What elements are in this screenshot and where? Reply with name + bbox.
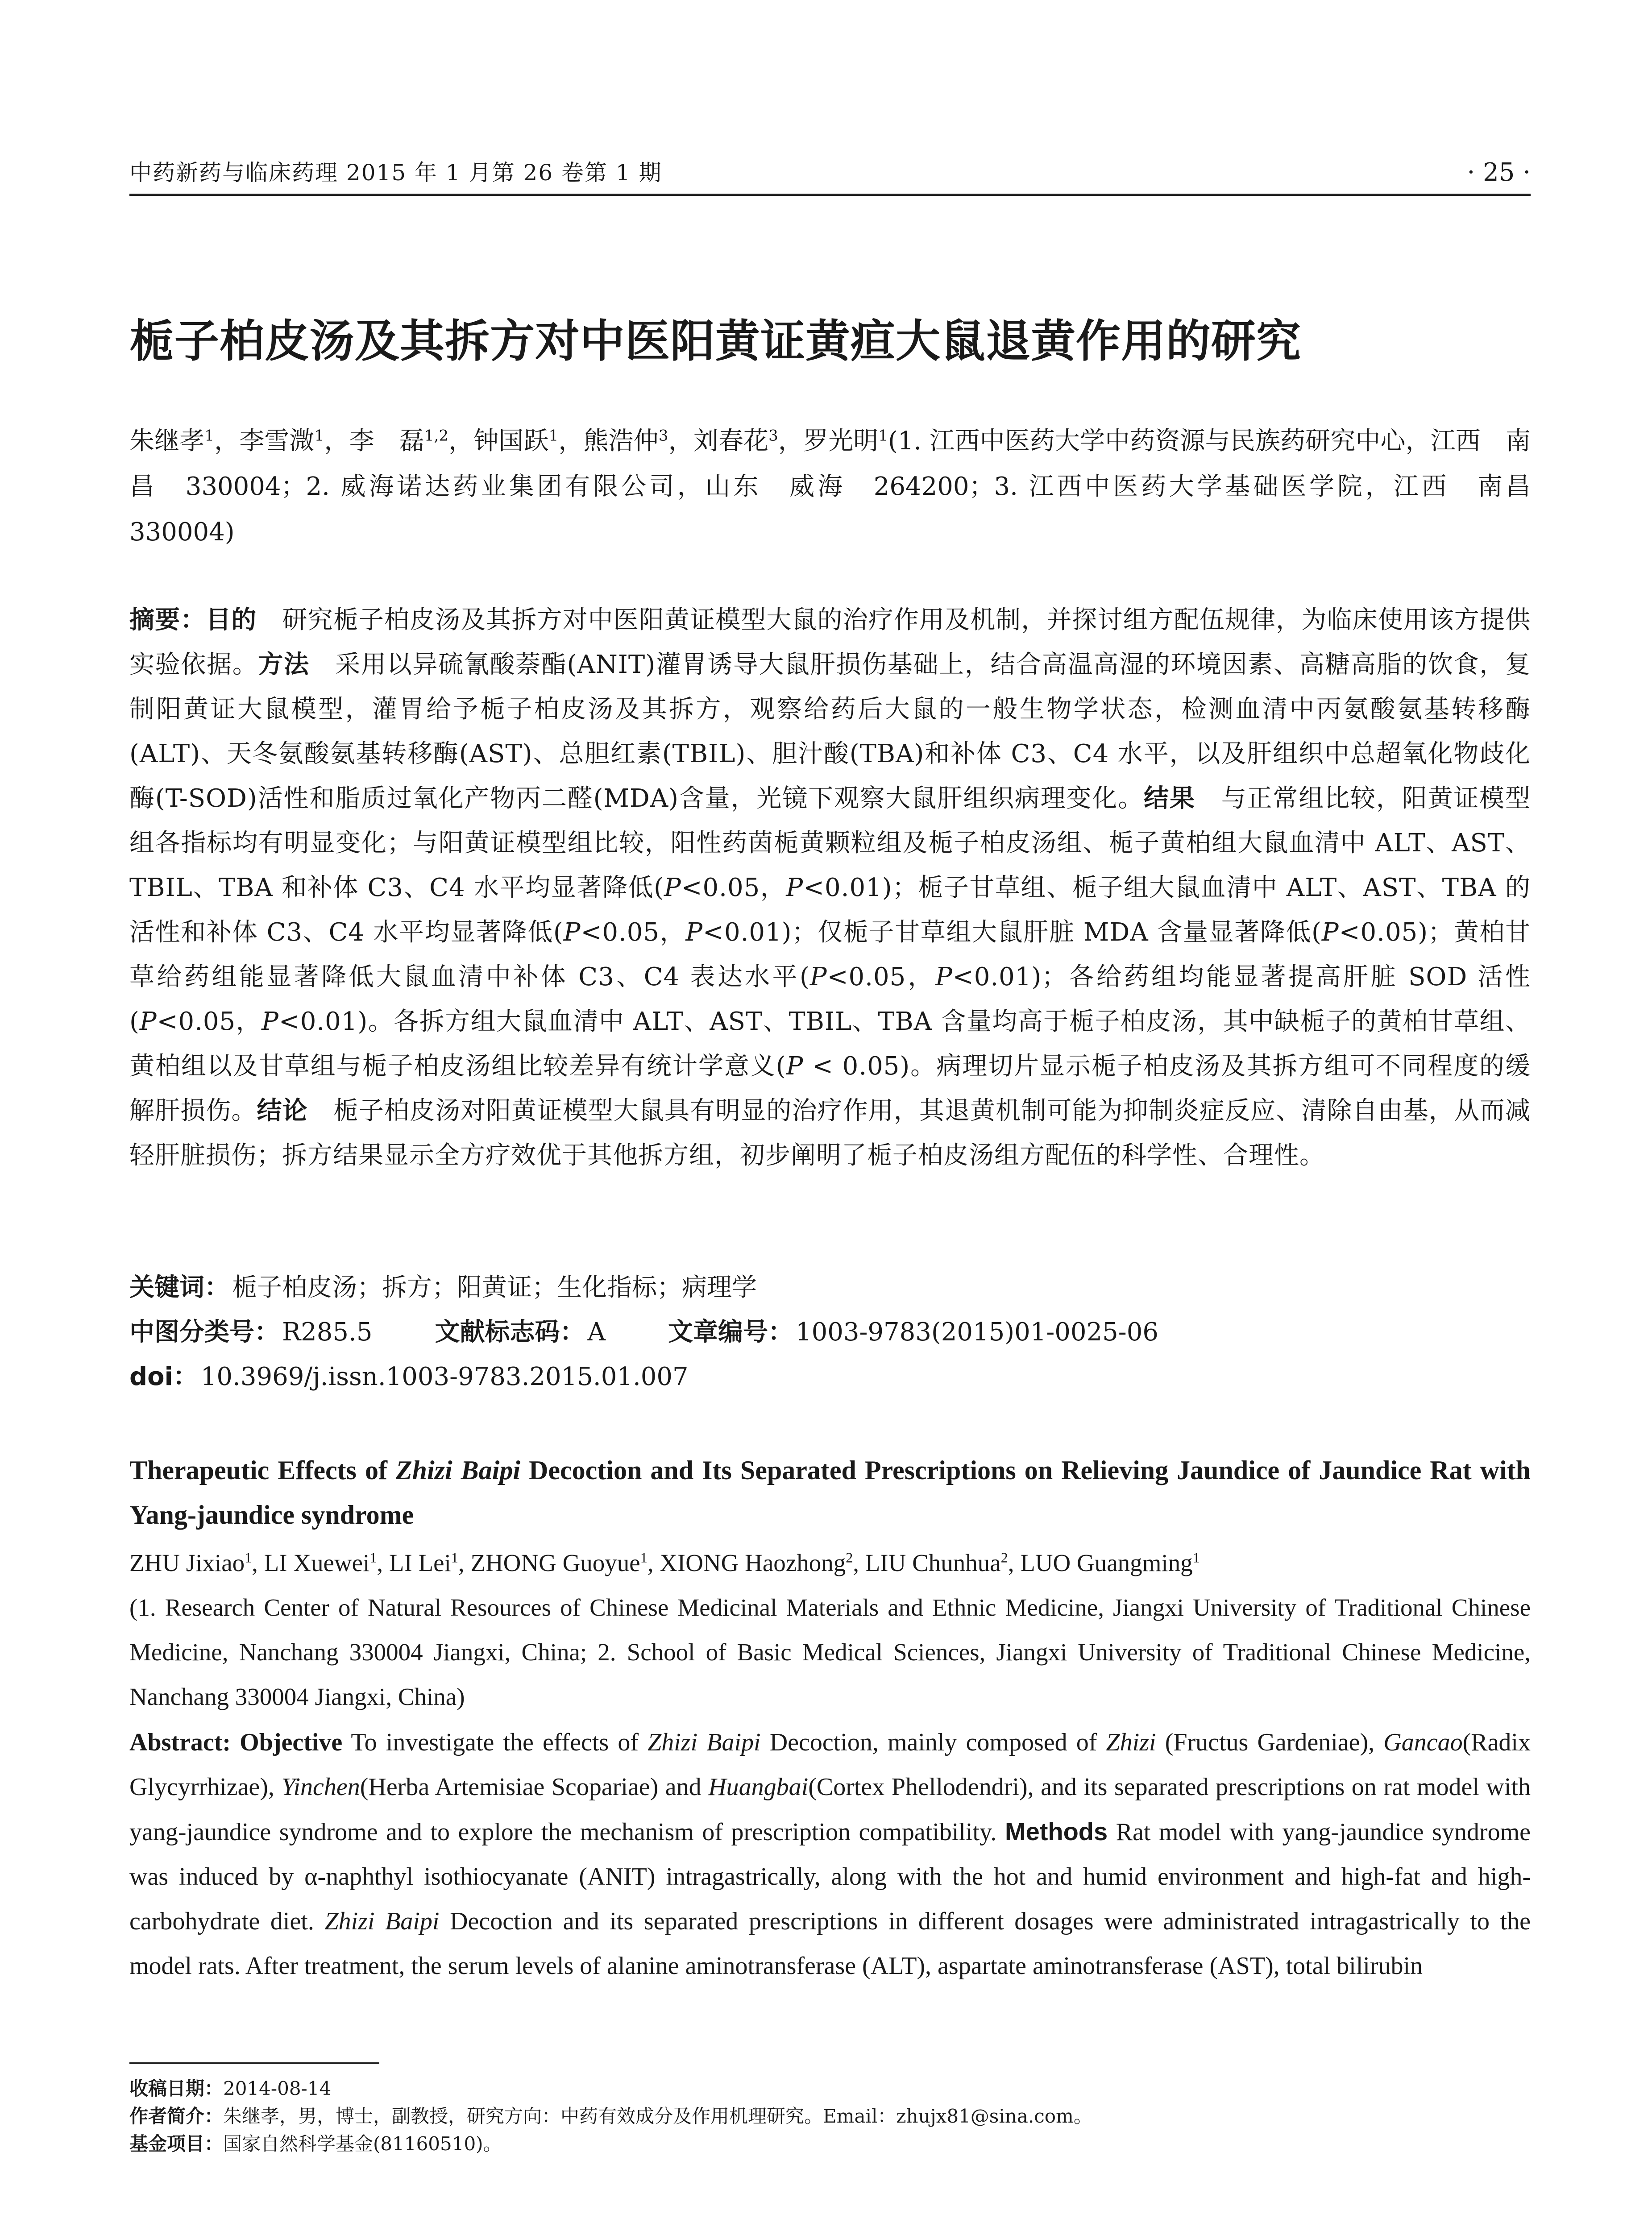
classification-line (129, 1310, 1531, 1355)
objective-label: Objective (240, 1729, 343, 1756)
author-name: 李雪溦 (239, 427, 315, 456)
funding-label: 基金项目： (129, 2133, 224, 2155)
author-name: ZHU Jixiao (129, 1549, 245, 1576)
author-affiliation-mark: 1 (878, 427, 888, 445)
objective-text: 研究栀子柏皮汤及其拆方对中医阳黄证模型大鼠的治疗作用及机制，并探讨组方配伍规律，为临床使用该方提供实验依据。 (129, 605, 1531, 679)
objective-label: 目的 (206, 605, 257, 634)
results-text: <0.01)；仅栀子甘草组大鼠肝脏 MDA 含量显著降低( (703, 918, 1322, 947)
author-affiliation-mark: 1 (245, 1549, 252, 1566)
abstract-label: Abstract: (129, 1729, 240, 1756)
author-name: 刘春花 (693, 427, 769, 456)
clc-label: 中图分类号： (129, 1318, 279, 1347)
funding (129, 2130, 1531, 2158)
english-title-text: Therapeutic Effects of (129, 1456, 396, 1485)
funding-value: 国家自然科学基金(81160510)。 (223, 2133, 502, 2155)
chinese-abstract (129, 598, 1531, 1178)
p-symbol: P (786, 873, 804, 902)
conclusion-label: 结论 (257, 1096, 308, 1125)
english-title (129, 1448, 1531, 1537)
author-affiliation-mark: 1 (548, 427, 559, 445)
footnote-rule (129, 2062, 379, 2064)
abstract-text: (Fructus Gardeniae), (1156, 1729, 1384, 1756)
methods-label: 方法 (258, 650, 310, 679)
p-symbol: P (786, 1052, 804, 1081)
abstract-italic: Huangbai (708, 1773, 809, 1801)
p-symbol: P (809, 962, 827, 991)
author-affiliation-mark: 1 (369, 1549, 377, 1566)
author-name: 钟国跃 (473, 427, 549, 456)
author-bio-value: 朱继孝，男，博士，副教授，研究方向：中药有效成分及作用机理研究。Email：zhujx81@sina.com。 (223, 2105, 1092, 2127)
results-text: <0.05)；黄柏甘草给药组能显著降低大鼠血清中补体 C3、C4 表达水平( (129, 918, 1531, 991)
results-label: 结果 (1144, 784, 1195, 813)
author-name: LI Xuewei (264, 1549, 370, 1576)
abstract-italic: Zhizi (1106, 1729, 1156, 1756)
author-affiliation-mark: 3 (658, 427, 668, 445)
author-affiliation-mark: 3 (768, 427, 778, 445)
results-text: <0.05， (581, 918, 686, 947)
english-title-italic: Zhizi Baipi (395, 1456, 521, 1485)
paper-page (129, 0, 1556, 2231)
keywords-line (129, 1265, 1531, 1310)
english-affiliations: (1. Research Center of Natural Resources of Chinese Medicinal Materials and Ethnic Medicine, Jiangxi University of Traditional Chinese Medicine, Nanchang 330004 Jiangxi, China; 2. School of Basic Medical Sciences, Jiangxi University of Traditional Chinese Medicine, Nanchang 330004 Jiangxi, China) (129, 1594, 1531, 1710)
author-affiliation-mark: 1,2 (424, 427, 448, 445)
author-affiliation-mark: 2 (846, 1549, 853, 1566)
article-number-label: 文章编号： (668, 1318, 793, 1347)
conclusion-text: 栀子柏皮汤对阳黄证模型大鼠具有明显的治疗作用，其退黄机制可能为抑制炎症反应、清除自由基，从而减轻肝脏损伤；拆方结果显示全方疗效优于其他拆方组，初步阐明了栀子柏皮汤组方配伍的科学性、合理性。 (129, 1096, 1531, 1170)
abstract-italic: Zhizi Baipi (324, 1908, 440, 1935)
author-affiliations: (1. 江西中医药大学中药资源与民族药研究中心，江西 南昌 330004；2. 威海诺达药业集团有限公司，山东 威海 264200；3. 江西中医药大学基础医学院，江西 南昌 330004) (129, 427, 1556, 547)
author-name: ZHONG Guoyue (470, 1549, 640, 1576)
results-text: <0.01)；栀子甘草组、栀子组大鼠血清中 ALT、AST、TBA 的活性和补体 C3、C4 水平均显著降低( (129, 873, 1531, 947)
author-name: XIONG Haozhong (660, 1549, 846, 1576)
author-bio-label: 作者简介： (129, 2105, 224, 2127)
doi-label: doi： (129, 1362, 198, 1391)
clc-value: R285.5 (282, 1318, 373, 1347)
results-text: 与正常组比较，阳黄证模型组各指标均有明显变化；与阳黄证模型组比较，阳性药茵栀黄颗粒组及栀子柏皮汤组、栀子黄柏组大鼠血清中 ALT、AST、TBIL、TBA 和补体 C3、C4 水平均显著降低( (129, 784, 1531, 902)
received-value: 2014-08-14 (223, 2078, 332, 2099)
abstract-text: Decoction, mainly composed of (760, 1729, 1106, 1756)
author-name: 朱继孝 (129, 427, 205, 456)
p-symbol: P (139, 1007, 157, 1036)
chinese-title: 栀子柏皮汤及其拆方对中医阳黄证黄疸大鼠退黄作用的研究 (129, 315, 1301, 367)
footnotes (129, 2075, 1531, 2158)
author-affiliation-mark: 1 (1192, 1549, 1200, 1566)
author-affiliation-mark: 1 (204, 427, 215, 445)
author-name: 李 磊 (349, 427, 424, 456)
header-rule (129, 194, 1531, 196)
author-name: 熊浩仲 (583, 427, 659, 456)
p-symbol: P (935, 962, 953, 991)
abstract-text: (Herba Artemisiae Scopariae) and (360, 1773, 709, 1801)
author-affiliation-mark: 1 (314, 427, 324, 445)
doc-code-label: 文献标志码： (435, 1318, 585, 1347)
results-text: <0.01)。各拆方组大鼠血清中 ALT、AST、TBIL、TBA 含量均高于栀子柏皮汤，其中缺栀子的黄柏甘草组、黄柏组以及甘草组与栀子柏皮汤组比较差异有统计学意义( (129, 1007, 1531, 1081)
author-affiliation-mark: 2 (1000, 1549, 1008, 1566)
abstract-text: (Radix Glycyrrhizae), (129, 1729, 1531, 1801)
methods-label: Methods (1004, 1817, 1108, 1845)
abstract-italic: Zhizi Baipi (648, 1729, 761, 1756)
abstract-italic: Gancao (1383, 1729, 1463, 1756)
doc-code-value: A (587, 1318, 606, 1347)
english-abstract (129, 1720, 1531, 1988)
p-symbol: P (261, 1007, 279, 1036)
abstract-label: 摘要： (129, 605, 206, 634)
author-name: LUO Guangming (1020, 1549, 1193, 1576)
abstract-text: To investigate the effects of (342, 1729, 648, 1756)
p-symbol: P (664, 873, 681, 902)
results-text: <0.05， (681, 873, 786, 902)
chinese-authors: 朱继孝$^1$，李雪溦$^1$，李 磊$^{1,2}$，钟国跃$^1$，熊浩仲$^3$，刘春花$^3$，罗光明$^1$(1. 江西中医药大学中药资源与民族药研究中心，江西 南昌 330004；2. 威海诺达药业集团有限公司，山东 威海 264200；3. 江西中医药大学基础医学院，江西 南昌 330004) (129, 427, 1556, 547)
author-name: 罗光明 (803, 427, 879, 456)
doi-value: 10.3969/j.issn.1003-9783.2015.01.007 (200, 1362, 689, 1391)
abstract-text: Decoction and its separated prescriptions in different dosages were administrated intragastrically to the model rats. After treatment, the serum levels of alanine aminotransferase (ALT), aspartate aminotransferase (AST), total bilirubin (129, 1908, 1531, 1980)
methods-text: 采用以异硫氰酸萘酯(ANIT)灌胃诱导大鼠肝损伤基础上，结合高温高湿的环境因素、高糖高脂的饮食，复制阳黄证大鼠模型，灌胃给予栀子柏皮汤及其拆方，观察给药后大鼠的一般生物学状态，检测血清中丙氨酸氨基转移酶(ALT)、天冬氨酸氨基转移酶(AST)、总胆红素(TBIL)、胆汁酸(TBA)和补体 C3、C4 水平，以及肝组织中总超氧化物歧化酶(T-SOD)活性和脂质过氧化产物丙二醛(MDA)含量，光镜下观察大鼠肝组织病理变化。 (129, 650, 1531, 813)
running-head (129, 157, 1531, 188)
doi-line (129, 1355, 1531, 1399)
english-title-text: Decoction and Its Separated Prescriptions on Relieving Jaundice of Jaundice Rat with Yang-jaundice syndrome (129, 1456, 1531, 1530)
results-text: <0.05， (157, 1007, 262, 1036)
english-authors: ZHU Jixiao$^1$, LI Xuewei$^1$, LI Lei$^1$, ZHONG Guoyue$^1$, XIONG Haozhong$^2$, LIU Chunhua$^2$, LUO Guangming$^1$ (129, 1549, 1200, 1576)
received-date (129, 2075, 1531, 2102)
keywords-label: 关键词： (129, 1273, 229, 1302)
results-text: <0.05， (827, 962, 936, 991)
keywords-value: 栀子柏皮汤；拆方；阳黄证；生化指标；病理学 (232, 1273, 757, 1302)
author-bio (129, 2102, 1531, 2130)
p-symbol: P (563, 918, 581, 947)
journal-citation: 中药新药与临床药理 2015 年 1 月第 26 卷第 1 期 (129, 160, 662, 186)
abstract-text: Rat model with yang-jaundice syndrome was induced by α-naphthyl isothiocyanate (ANIT) intragastrically, along with the hot and humid environment and high-fat and high-carbohydrate diet. (129, 1818, 1531, 1935)
abstract-italic: Yinchen (281, 1773, 360, 1801)
author-name: LI Lei (389, 1549, 451, 1576)
author-affiliation-mark: 1 (640, 1549, 648, 1566)
p-symbol: P (1321, 918, 1339, 947)
article-number-value: 1003-9783(2015)01-0025-06 (795, 1318, 1158, 1347)
p-symbol: P (685, 918, 703, 947)
author-affiliation-mark: 1 (451, 1549, 458, 1566)
received-label: 收稿日期： (129, 2078, 224, 2099)
abstract-text: (Cortex Phellodendri), and its separated prescriptions on rat model with yang-jaundice syndrome and to explore the mechanism of prescription compatibility. (129, 1773, 1531, 1846)
results-text: < 0.05)。病理切片显示栀子柏皮汤及其拆方组可不同程度的缓解肝损伤。 (129, 1052, 1531, 1125)
results-text: <0.01)；各给药组均能显著提高肝脏 SOD 活性 ( (129, 962, 1531, 1036)
author-name: LIU Chunhua (865, 1549, 1001, 1576)
page-number: · 25 · (1467, 158, 1531, 187)
